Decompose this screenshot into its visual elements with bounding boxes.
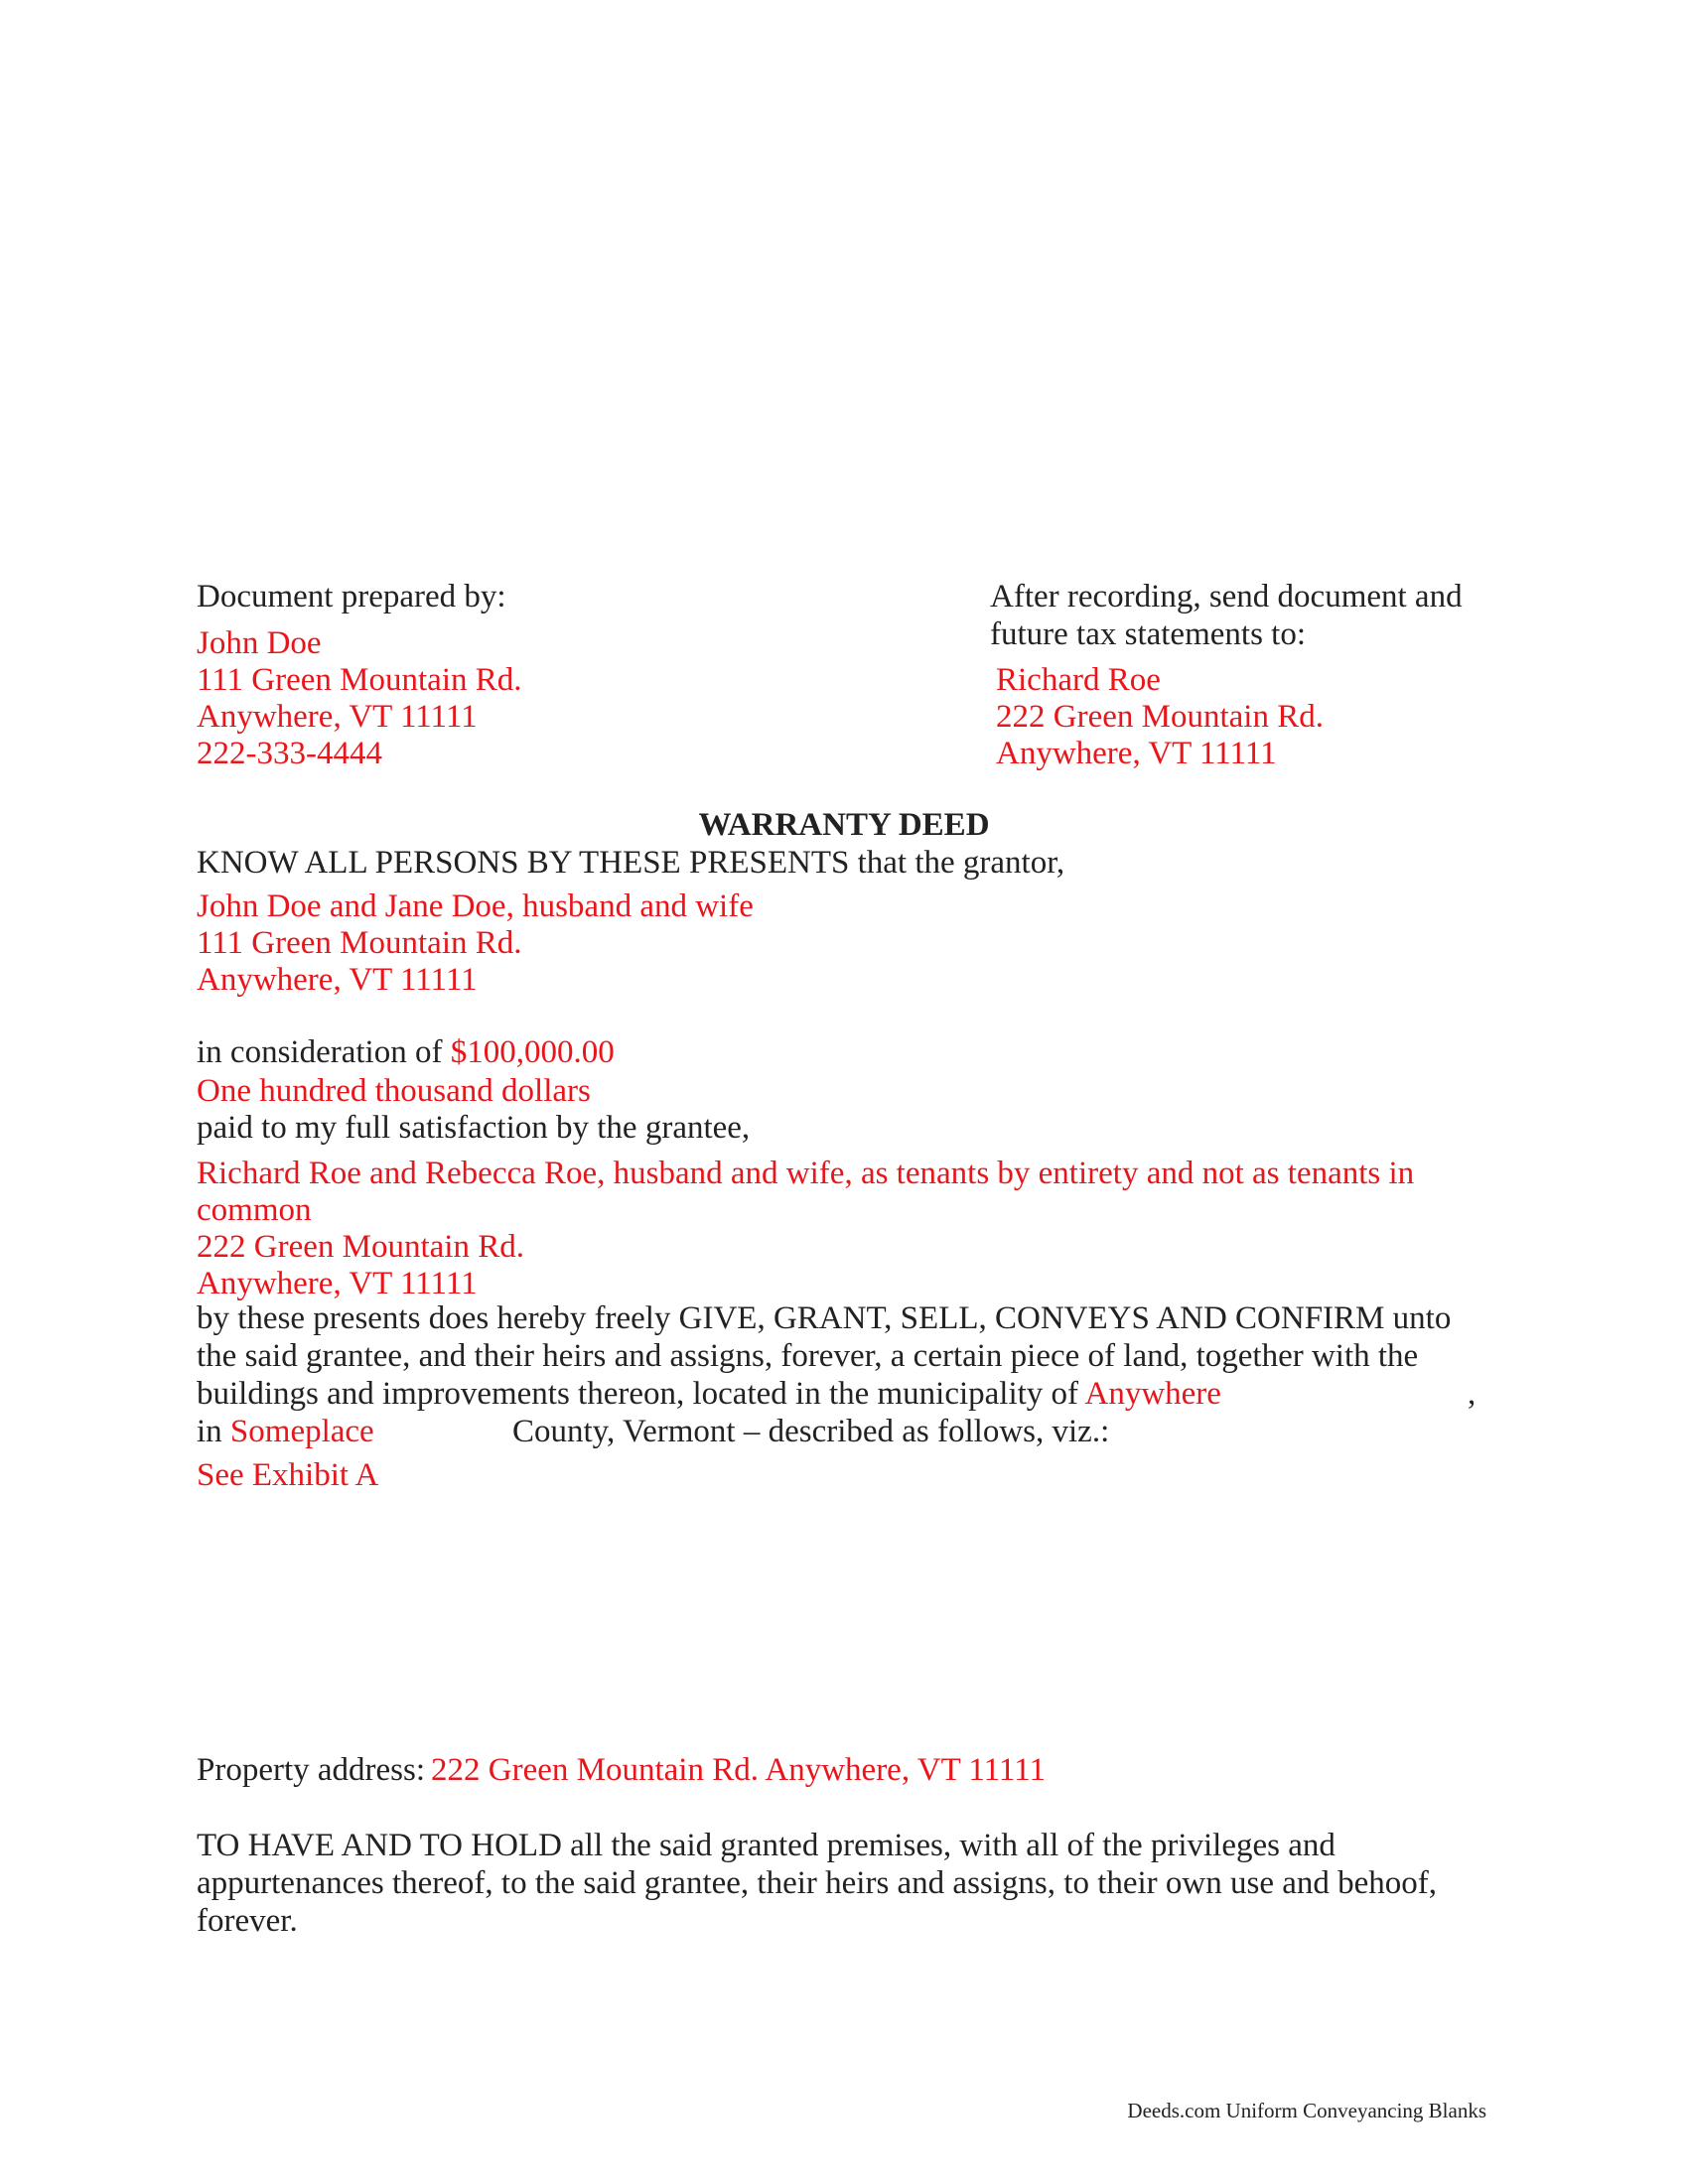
conveyance-line4-prefix	[197, 1413, 374, 1450]
county-prefix: in	[197, 1414, 230, 1449]
grantee-city: Anywhere, VT 11111	[197, 1266, 478, 1301]
municipality-comma: ,	[1468, 1376, 1477, 1412]
preparer-city: Anywhere, VT 11111	[197, 699, 478, 735]
grantee-names-line2: common	[197, 1192, 312, 1228]
footer-credit: Deeds.com Uniform Conveyancing Blanks	[1127, 2099, 1486, 2122]
preparer-street: 111 Green Mountain Rd.	[197, 662, 522, 698]
conveyance-line3-prefix: buildings and improvements thereon, located in the municipality of	[197, 1376, 1085, 1412]
grantee-street: 222 Green Mountain Rd.	[197, 1229, 524, 1265]
grantor-names: John Doe and Jane Doe, husband and wife	[197, 888, 754, 924]
consideration-words: One hundred thousand dollars	[197, 1073, 591, 1109]
conveyance-line2: the said grantee, and their heirs and assigns, forever, a certain piece of land, together with the	[197, 1338, 1419, 1374]
conveyance-line4-suffix: County, Vermont – described as follows, viz.:	[512, 1414, 1110, 1449]
return-label-line1: After recording, send document and	[990, 579, 1463, 614]
preparer-phone: 222-333-4444	[197, 736, 382, 771]
consideration-prefix: in consideration of	[197, 1034, 451, 1070]
return-to-city: Anywhere, VT 11111	[996, 736, 1277, 771]
return-label-line2: future tax statements to:	[990, 616, 1306, 652]
prepared-by-label: Document prepared by:	[197, 579, 506, 614]
habendum-line1: TO HAVE AND TO HOLD all the said granted premises, with all of the privileges and	[197, 1828, 1336, 1863]
municipality: Anywhere	[1084, 1376, 1221, 1412]
document-title: WARRANTY DEED	[698, 807, 990, 843]
county: Someplace	[229, 1414, 374, 1449]
property-address: 222 Green Mountain Rd. Anywhere, VT 11111	[431, 1752, 1046, 1788]
grantor-street: 111 Green Mountain Rd.	[197, 925, 522, 961]
legal-description: See Exhibit A	[197, 1457, 379, 1493]
grantor-city: Anywhere, VT 11111	[197, 962, 478, 998]
consideration-amount: $100,000.00	[450, 1034, 615, 1070]
return-to-street: 222 Green Mountain Rd.	[996, 699, 1324, 735]
habendum-line2: appurtenances thereof, to the said grantee, their heirs and assigns, to their own use and behoof,	[197, 1865, 1438, 1901]
intro-line: KNOW ALL PERSONS BY THESE PRESENTS that the grantor,	[197, 845, 1065, 881]
conveyance-line1: by these presents does hereby freely GIVE, GRANT, SELL, CONVEYS AND CONFIRM unto	[197, 1300, 1452, 1336]
habendum-line3: forever.	[197, 1903, 298, 1939]
preparer-name: John Doe	[197, 625, 322, 661]
paid-line: paid to my full satisfaction by the grantee,	[197, 1110, 751, 1146]
return-to-name: Richard Roe	[996, 662, 1161, 698]
conveyance-line3	[197, 1375, 1221, 1413]
consideration-line	[197, 1033, 615, 1071]
grantee-names-line1: Richard Roe and Rebecca Roe, husband and wife, as tenants by entirety and not as tenants in	[197, 1156, 1415, 1191]
property-address-label: Property address:	[197, 1752, 426, 1788]
